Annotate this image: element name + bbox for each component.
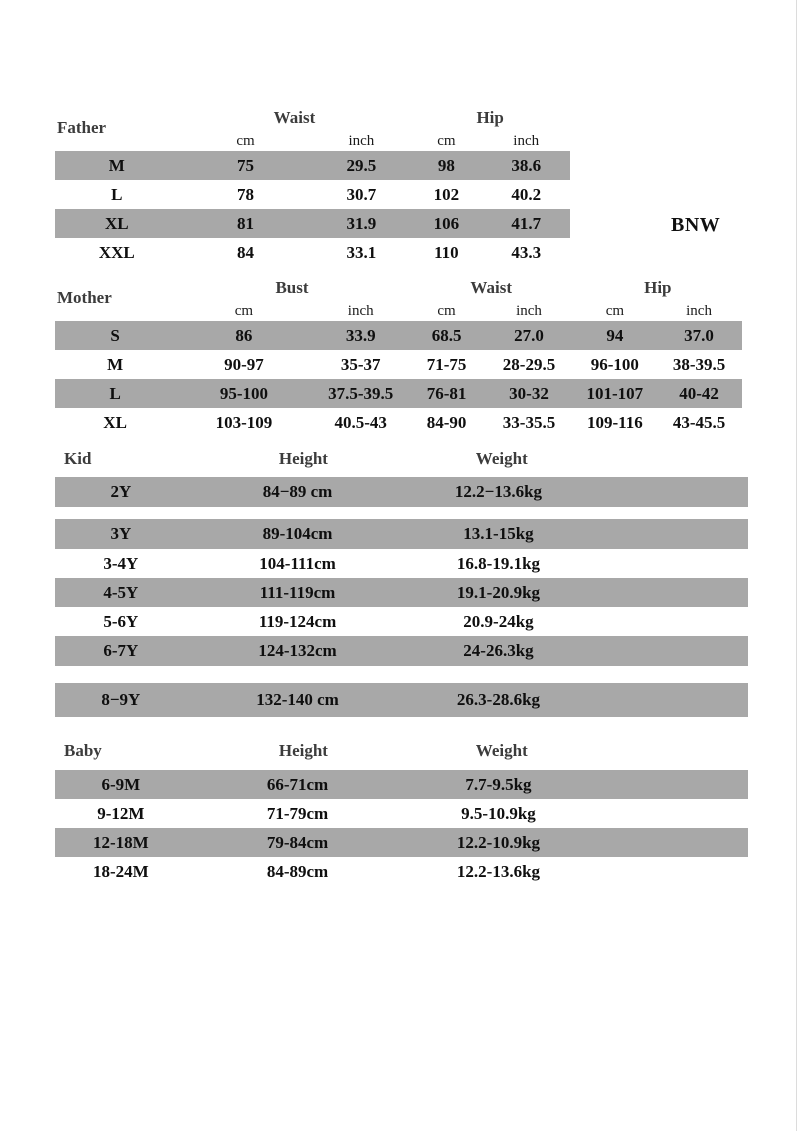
value-cell: 38-39.5 xyxy=(672,354,726,374)
height-cell: 84-89cm xyxy=(266,861,329,881)
value-cell: 40.5-43 xyxy=(334,412,387,432)
father-size-table xyxy=(55,104,570,267)
value-cell: 76-81 xyxy=(426,383,467,403)
value-cell: 90-97 xyxy=(224,354,264,374)
height-cell: 66-71cm xyxy=(266,774,329,794)
size-cell: 3-4Y xyxy=(103,553,139,573)
mother-section-label: Mother xyxy=(57,287,112,307)
size-cell: 4-5Y xyxy=(103,582,139,602)
value-cell: 43-45.5 xyxy=(672,412,726,432)
weight-cell: 7.7-9.5kg xyxy=(465,774,532,794)
value-cell: 75 xyxy=(237,155,255,175)
father-section-label: Father xyxy=(57,117,107,137)
baby-size-table xyxy=(55,740,748,886)
weight-cell: 12.2-13.6kg xyxy=(456,861,541,881)
size-cell: 12-18M xyxy=(92,832,149,852)
weight-cell: 9.5-10.9kg xyxy=(461,803,536,823)
unit-label: inch xyxy=(348,133,375,149)
table-row xyxy=(55,549,748,578)
table-row xyxy=(55,408,742,437)
table-row xyxy=(55,770,748,799)
height-cell: 111-119cm xyxy=(259,582,336,602)
value-cell: 110 xyxy=(434,242,459,262)
kid-size-table xyxy=(55,448,748,717)
table-row xyxy=(55,321,742,350)
height-cell: 104-111cm xyxy=(259,553,336,573)
weight-cell: 12.2-10.9kg xyxy=(456,832,541,852)
size-cell: 18-24M xyxy=(92,861,149,881)
table-row xyxy=(55,828,748,857)
value-cell: 94 xyxy=(606,325,624,345)
value-cell: 86 xyxy=(235,325,253,345)
size-cell: 3Y xyxy=(110,524,132,543)
right-edge-divider xyxy=(796,0,797,1131)
baby-height-header: Height xyxy=(278,741,328,760)
value-cell: 29.5 xyxy=(346,155,377,175)
unit-label: cm xyxy=(437,133,456,149)
weight-cell: 13.1-15kg xyxy=(463,524,534,543)
size-cell: 2Y xyxy=(110,482,132,501)
value-cell: 98 xyxy=(437,155,455,175)
unit-label: cm xyxy=(437,303,456,319)
father-hip-group-header: Hip xyxy=(476,108,504,127)
value-cell: 96-100 xyxy=(590,354,639,374)
size-cell: S xyxy=(110,325,120,345)
height-cell: 79-84cm xyxy=(266,832,329,852)
size-cell: 6-7Y xyxy=(103,641,139,660)
father-waist-group-header: Waist xyxy=(273,108,316,127)
height-cell: 124-132cm xyxy=(258,641,337,660)
unit-label: inch xyxy=(686,303,712,319)
height-cell: 84−89 cm xyxy=(262,482,333,501)
value-cell: 68.5 xyxy=(431,325,462,345)
table-row xyxy=(55,151,570,180)
value-cell: 37.5-39.5 xyxy=(328,383,394,403)
unit-label: inch xyxy=(513,133,540,149)
table-row xyxy=(55,209,570,238)
value-cell: 30.7 xyxy=(346,184,377,204)
weight-cell: 20.9-24kg xyxy=(463,611,534,631)
kid-weight-header: Weight xyxy=(475,449,528,468)
size-cell: XL xyxy=(103,412,127,432)
value-cell: 84-90 xyxy=(426,412,467,432)
unit-label: cm xyxy=(234,303,254,319)
value-cell: 81 xyxy=(237,213,255,233)
height-cell: 71-79cm xyxy=(266,803,329,823)
brand-label: BNW xyxy=(671,214,721,236)
kid-height-header: Height xyxy=(278,449,328,468)
size-cell: 6-9M xyxy=(101,774,141,794)
table-row xyxy=(55,379,742,408)
weight-cell: 16.8-19.1kg xyxy=(456,553,541,573)
value-cell: 33.9 xyxy=(345,325,376,345)
table-row xyxy=(55,683,748,717)
size-cell: M xyxy=(107,354,124,374)
table-row xyxy=(55,519,748,549)
size-cell: XXL xyxy=(98,242,135,262)
table-row xyxy=(55,607,748,636)
mother-group-header-row xyxy=(55,274,742,302)
value-cell: 102 xyxy=(433,184,460,204)
kid-header-row xyxy=(55,448,748,470)
unit-label: inch xyxy=(516,303,542,319)
value-cell: 40-42 xyxy=(679,383,719,403)
value-cell: 35-37 xyxy=(340,354,381,374)
value-cell: 103-109 xyxy=(215,412,273,432)
unit-label: cm xyxy=(605,303,625,319)
table-row xyxy=(55,578,748,607)
value-cell: 33-35.5 xyxy=(502,412,556,432)
value-cell: 31.9 xyxy=(346,213,377,233)
mother-hip-group-header: Hip xyxy=(644,278,672,297)
mother-bust-group-header: Bust xyxy=(275,278,309,297)
value-cell: 109-116 xyxy=(586,412,643,432)
value-cell: 101-107 xyxy=(586,383,644,403)
weight-cell: 12.2−13.6kg xyxy=(454,482,543,501)
size-cell: XL xyxy=(104,213,129,233)
table-row xyxy=(55,477,748,507)
value-cell: 38.6 xyxy=(511,155,542,175)
mother-size-table xyxy=(55,274,742,437)
unit-label: cm xyxy=(236,133,255,149)
table-row xyxy=(55,857,748,886)
father-group-header-row xyxy=(55,104,570,132)
weight-cell: 24-26.3kg xyxy=(463,641,534,660)
size-cell: L xyxy=(111,184,123,204)
value-cell: 27.0 xyxy=(514,325,544,345)
weight-cell: 19.1-20.9kg xyxy=(456,582,541,602)
height-cell: 119-124cm xyxy=(258,611,337,631)
table-row xyxy=(55,180,570,209)
height-cell: 89-104cm xyxy=(262,524,333,543)
baby-weight-header: Weight xyxy=(475,741,528,760)
value-cell: 84 xyxy=(237,242,255,262)
value-cell: 28-29.5 xyxy=(502,354,556,374)
value-cell: 41.7 xyxy=(511,213,542,233)
baby-header-row xyxy=(55,740,748,762)
weight-cell: 26.3-28.6kg xyxy=(456,690,541,709)
value-cell: 37.0 xyxy=(684,325,714,345)
baby-section-label: Baby xyxy=(64,741,102,760)
size-cell: 5-6Y xyxy=(103,611,139,631)
value-cell: 106 xyxy=(433,213,460,233)
value-cell: 30-32 xyxy=(509,383,549,403)
value-cell: 43.3 xyxy=(511,242,542,262)
value-cell: 40.2 xyxy=(511,184,542,204)
kid-section-label: Kid xyxy=(64,449,92,468)
size-cell: 9-12M xyxy=(97,803,145,823)
value-cell: 71-75 xyxy=(426,354,467,374)
mother-waist-group-header: Waist xyxy=(470,278,512,297)
height-cell: 132-140 cm xyxy=(256,690,339,709)
table-row xyxy=(55,238,570,267)
value-cell: 95-100 xyxy=(219,383,268,403)
table-row xyxy=(55,799,748,828)
value-cell: 78 xyxy=(237,184,255,204)
table-row xyxy=(55,636,748,666)
size-cell: M xyxy=(108,155,125,175)
unit-label: inch xyxy=(347,303,374,319)
size-cell: L xyxy=(109,383,121,403)
size-cell: 8−9Y xyxy=(101,690,141,709)
value-cell: 33.1 xyxy=(346,242,377,262)
table-row xyxy=(55,350,742,379)
